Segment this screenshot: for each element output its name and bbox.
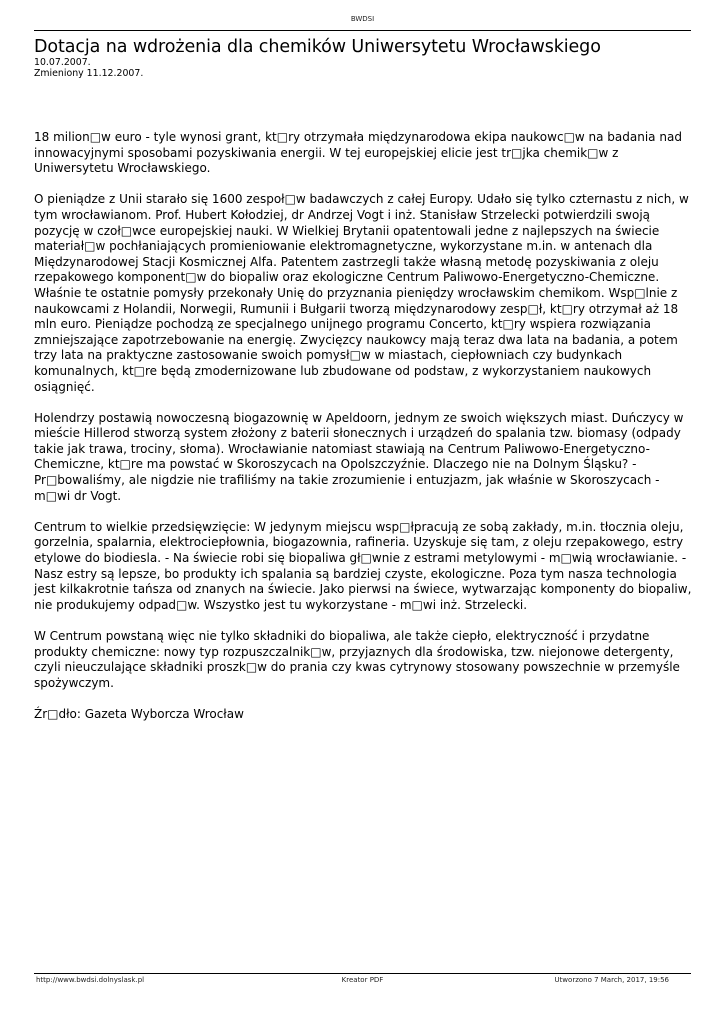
article-source: Źr□dło: Gazeta Wyborcza Wrocław	[34, 706, 244, 721]
article-body	[34, 130, 694, 738]
page-footer	[34, 976, 691, 986]
article-paragraph-3: Właśnie te ostatnie pomysły przekonały Unię do przyznania pieniędzy wrocławskim chemikom. Wsp□lnie z naukowcami z Holandii, Norwegii, Rumunii i Bułgarii tworzą międzynarodowy zesp□ł, kt□ry otrzymał aż 18 mln euro. Pieniądze pochodzą ze specjalnego unijnego programu Concerto, kt□ry wspiera rozwiązania zmniejszające zapotrzebowanie na energię. Zwycięzcy naukowcy mają teraz dwa lata na badania, a potem trzy lata na praktyczne zastosowanie swoich pomysł□w w miastach, ciepłowniach czy budynkach komunalnych, kt□re będą zmodernizowane lub zbudowane od podstaw, z wykorzystaniem naukowych osiągnięć.	[34, 285, 679, 394]
header-divider	[34, 30, 691, 31]
article-paragraph-4: Holendrzy postawią nowoczesną biogazownię w Apeldoorn, jednym ze swoich większych miast. Duńczycy w mieście Hillerod stworzą system złożony z baterii słonecznych i urządzeń do spalania tzw. biomasy (odpady takie jak trawa, trociny, słoma). Wrocławianie natomiast stawiają na Centrum Paliwowo-Energetyczno-Chemiczne, kt□re ma powstać w Skoroszycach na Opolszczyźnie. Dlaczego nie na Dolnym Śląsku? - Pr□bowaliśmy, ale nigdzie nie trafiliśmy na takie zrozumienie i entuzjazm, jak właśnie w Skoroszycach - m□wi dr Vogt.	[34, 410, 684, 503]
article-paragraph-2: O pieniądze z Unii starało się 1600 zespoł□w badawczych z całej Europy. Udało się tylko czternastu z nich, w tym wrocławianom. Prof. Hubert Kołodziej, dr Andrzej Vogt i inż. Stanisław Strzelecki potwierdzili swoją pozycję w czoł□wce europejskiej nauki. W Wielkiej Brytanii opatentowali jedne z najlepszych na świecie materiał□w pochłaniających promieniowanie elektromagnetyczne, wykorzystane m.in. w antenach dla Międzynarodowej Stacji Kosmicznej Alfa. Patentem zastrzegli także własną metodę pozyskiwania z oleju rzepakowego komponent□w do biopaliw oraz ekologiczne Centrum Paliwowo-Energetyczno-Chemiczne.	[34, 192, 689, 285]
footer-divider	[34, 973, 691, 974]
page-header-site: BWDSI	[350, 15, 375, 23]
article-paragraph-5: Centrum to wielkie przedsięwzięcie: W jedynym miejscu wsp□łpracują ze sobą zakłady, m.in. tłocznia oleju, gorzelnia, spalarnia, elektrociepłownia, biogazownia, rafineria. Uzyskuje się tam, z oleju rzepakowego, estry etylowe do biodiesla. - Na świecie robi się biopaliwa gł□wnie z estrami metylowymi - m□wią wrocławianie. - Nasz estry są lepsze, bo produkty ich spalania są bardziej czyste, ekologiczne. Poza tym nasza technologia jest kilkakrotnie tańsza od znanych na świecie. Jako pierwsi na świece, wytwarzając komponenty do biopaliw, nie produkujemy odpad□w. Wszystko jest tu wykorzystane - m□wi inż. Strzelecki.	[34, 519, 692, 612]
article-title: Dotacja na wdrożenia dla chemików Uniwersytetu Wrocławskiego	[34, 37, 601, 57]
article-header	[34, 37, 691, 79]
article-paragraph-6: W Centrum powstaną więc nie tylko składniki do biopaliwa, ale także ciepło, elektryczność i przydatne produkty chemiczne: nowy typ rozpuszczalnik□w, przyjaznych dla środowiska, tzw. niejonowe detergenty, czyli nieuczulające składniki proszk□w do prania czy kwas cytrynowy stosowany powszechnie w przemyśle spożywczym.	[34, 629, 680, 690]
footer-generator: Kreator PDF	[341, 976, 384, 984]
footer-created-date: Utworzono 7 March, 2017, 19:56	[554, 976, 669, 984]
article-modified-date: Zmieniony 11.12.2007.	[34, 68, 144, 79]
article-paragraph-1: 18 milion□w euro - tyle wynosi grant, kt□ry otrzymała międzynarodowa ekipa naukowc□w na badania nad innowacyjnymi sposobami pozyskiwania energii. W tej europejskiej elicie jest tr□jka chemik□w z Uniwersytetu Wrocławskiego.	[34, 130, 682, 176]
article-date: 10.07.2007.	[34, 57, 91, 68]
footer-url-link[interactable]: http://www.bwdsi.dolnyslask.pl	[36, 976, 145, 984]
